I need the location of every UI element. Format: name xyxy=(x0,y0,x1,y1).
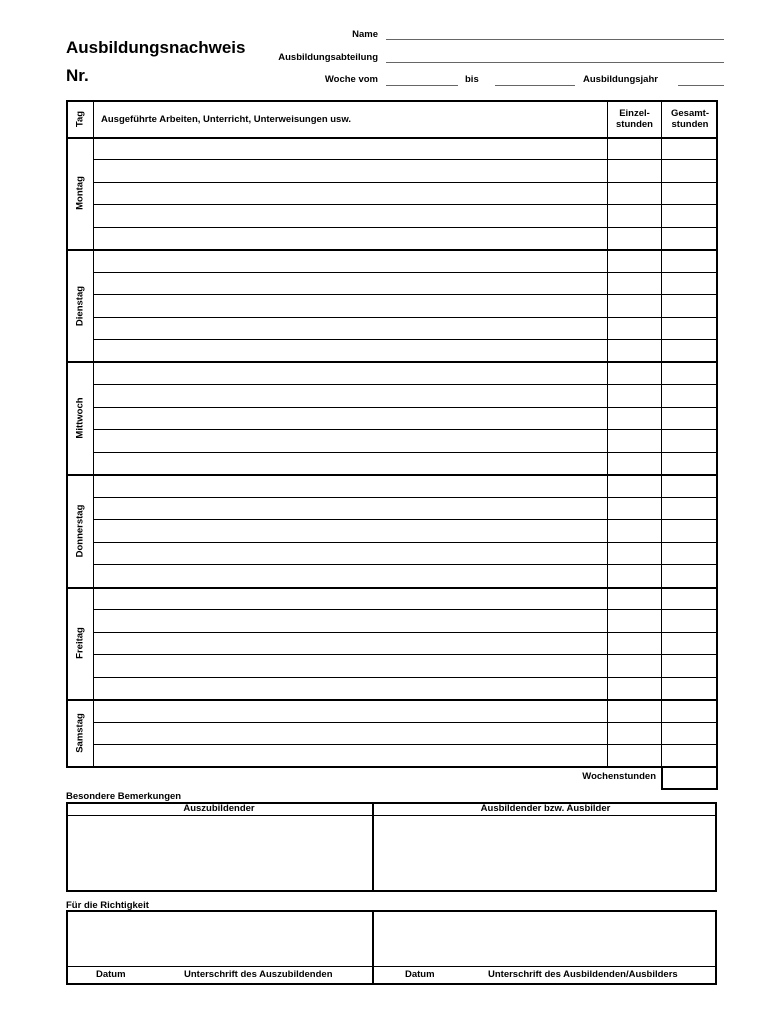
entry-line[interactable] xyxy=(93,407,718,408)
name-label: Name xyxy=(352,29,378,40)
day-divider xyxy=(66,474,718,476)
signatures-footer-divider xyxy=(66,966,717,967)
day-divider xyxy=(66,699,718,701)
trainee-signature-field[interactable] xyxy=(68,912,370,965)
entry-line[interactable] xyxy=(93,272,718,273)
single-hours-header-line2: stunden xyxy=(616,119,653,130)
entry-line[interactable] xyxy=(93,317,718,318)
entry-line[interactable] xyxy=(93,744,718,745)
signatures-column-divider xyxy=(372,910,374,985)
remarks-trainer-header: Ausbildender bzw. Ausbilder xyxy=(480,803,611,814)
total-hours-header-line1: Gesamt- xyxy=(670,108,709,119)
signatures-title: Für die Richtigkeit xyxy=(66,900,149,911)
entry-line[interactable] xyxy=(93,632,718,633)
remarks-trainer-field[interactable] xyxy=(375,817,715,890)
single-hours-header xyxy=(608,108,661,130)
entry-line[interactable] xyxy=(93,384,718,385)
entry-line[interactable] xyxy=(93,722,718,723)
day-label-friday: Freitag xyxy=(74,627,86,659)
trainee-signature-label: Unterschrift des Auszubildenden xyxy=(184,969,333,980)
day-divider xyxy=(66,249,718,251)
day-label-tuesday: Dienstag xyxy=(74,285,86,327)
remarks-header-divider xyxy=(66,815,717,816)
week-hours-field[interactable] xyxy=(661,766,718,790)
day-label-saturday: Samstag xyxy=(74,713,86,753)
entry-line[interactable] xyxy=(93,497,718,498)
day-divider xyxy=(66,587,718,589)
date-label-left: Datum xyxy=(96,969,126,980)
week-to-field[interactable] xyxy=(495,85,575,86)
header-row-divider xyxy=(66,137,718,139)
week-from-field[interactable] xyxy=(386,85,458,86)
department-label: Ausbildungsabteilung xyxy=(278,52,378,63)
entry-line[interactable] xyxy=(93,519,718,520)
day-label-thursday: Donnerstag xyxy=(74,504,86,558)
entry-line[interactable] xyxy=(93,429,718,430)
entry-line[interactable] xyxy=(93,159,718,160)
remarks-trainee-header: Auszubildender xyxy=(183,803,255,814)
form-title: Ausbildungsnachweis xyxy=(66,38,246,57)
entry-line[interactable] xyxy=(93,339,718,340)
weekly-table xyxy=(66,100,718,768)
single-hours-divider xyxy=(607,100,608,768)
year-label: Ausbildungsjahr xyxy=(583,74,658,85)
entry-line[interactable] xyxy=(93,564,718,565)
entry-line[interactable] xyxy=(93,182,718,183)
entry-line[interactable] xyxy=(93,654,718,655)
day-label-wednesday: Mittwoch xyxy=(74,397,86,439)
remarks-trainee-field[interactable] xyxy=(68,817,370,890)
entry-line[interactable] xyxy=(93,609,718,610)
day-divider xyxy=(66,361,718,363)
day-column-header: Tag xyxy=(74,110,86,128)
entry-line[interactable] xyxy=(93,294,718,295)
name-field[interactable] xyxy=(386,39,724,40)
entry-line[interactable] xyxy=(93,677,718,678)
week-to-label: bis xyxy=(465,74,479,85)
total-hours-divider xyxy=(661,100,662,768)
work-column-header: Ausgeführte Arbeiten, Unterricht, Unterweisungen usw. xyxy=(101,114,352,125)
week-hours-label: Wochenstunden xyxy=(582,771,656,782)
total-hours-header xyxy=(662,108,718,130)
entry-line[interactable] xyxy=(93,227,718,228)
day-label-monday: Montag xyxy=(74,176,86,210)
form-number-label: Nr. xyxy=(66,66,89,85)
date-label-right: Datum xyxy=(405,969,435,980)
remarks-title: Besondere Bemerkungen xyxy=(66,791,182,802)
entry-line[interactable] xyxy=(93,452,718,453)
day-column-divider xyxy=(93,100,94,768)
entry-line[interactable] xyxy=(93,542,718,543)
single-hours-header-line1: Einzel- xyxy=(619,108,650,119)
remarks-column-divider xyxy=(372,802,374,892)
trainer-signature-field[interactable] xyxy=(375,912,715,965)
week-from-label: Woche vom xyxy=(324,74,378,85)
year-field[interactable] xyxy=(678,85,724,86)
entry-line[interactable] xyxy=(93,204,718,205)
total-hours-header-line2: stunden xyxy=(671,119,709,130)
trainer-signature-label: Unterschrift des Ausbildenden/Ausbilders xyxy=(488,969,678,980)
department-field[interactable] xyxy=(386,62,724,63)
